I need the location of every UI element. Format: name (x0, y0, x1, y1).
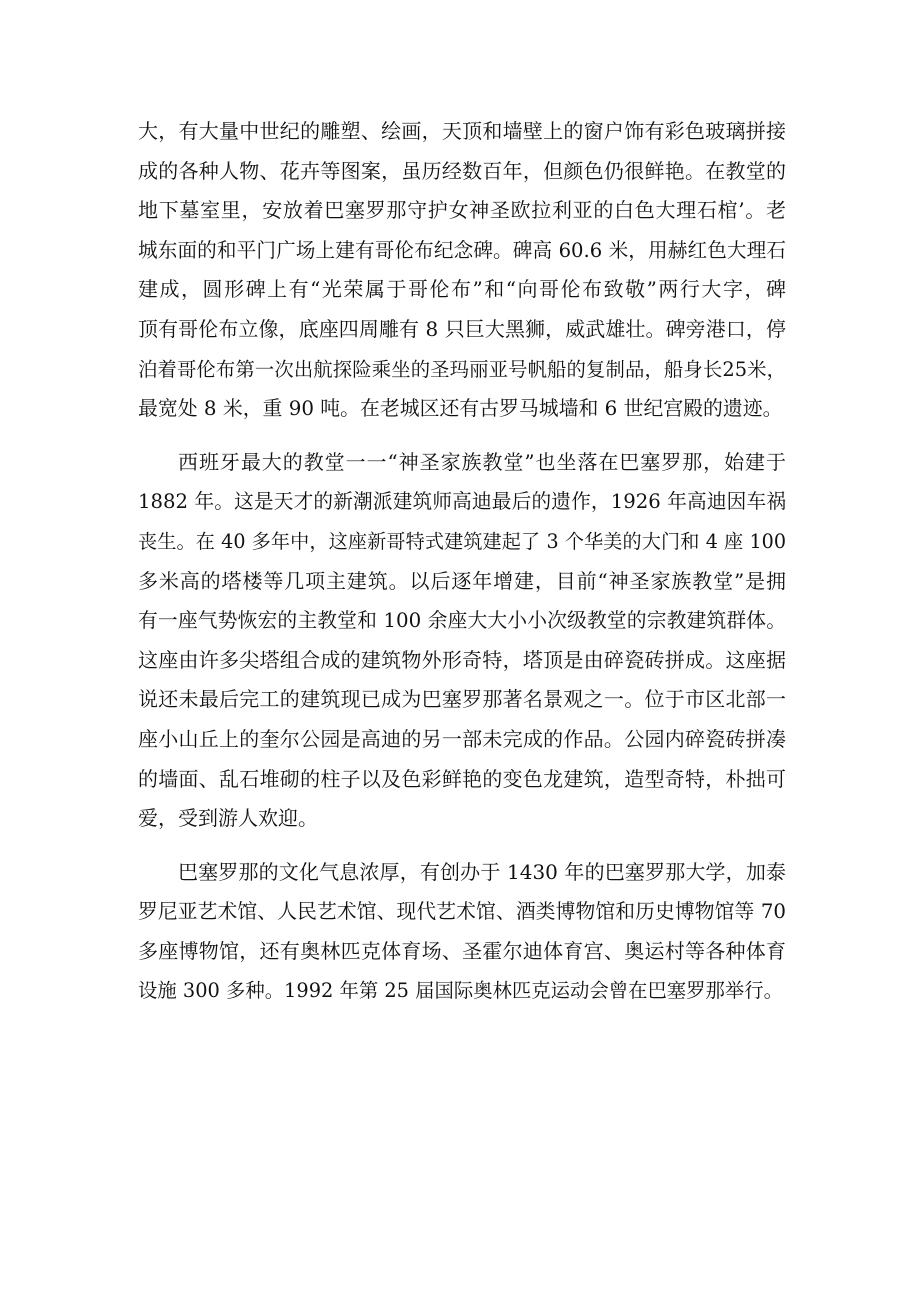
text-line: 多座博物馆，还有奥林匹克体育场、圣霍尔迪体育宫、奥运村等各种体育 (138, 938, 786, 963)
text-line: 这座由许多尖塔组合成的建筑物外形奇特，塔顶是由碎瓷砖拼成。这座据 (138, 647, 786, 672)
text-line: 1882 年。这是天才的新潮派建筑师高迪最后的遗作，1926 年高迪因车祸 (138, 490, 786, 514)
text-line: 大，有大量中世纪的雕塑、绘画，天顶和墙壁上的窗户饰有彩色玻璃拼接 (138, 119, 786, 143)
text-line: 说还未最后完工的建筑现已成为巴塞罗那著名景观之一。位于市区北部一 (138, 687, 786, 712)
text-line: 爱，受到游人欢迎。 (138, 806, 318, 831)
document-page (138, 112, 786, 1011)
text-line: 罗尼亚艺术馆、人民艺术馆、现代艺术馆、酒类博物馆和历史博物馆等 70 (138, 900, 786, 924)
paragraph-3 (138, 853, 786, 1011)
text-line: 多米高的塔楼等几项主建筑。以后逐年增建，目前“神圣家族教堂”是拥 (138, 568, 786, 593)
text-line: 最宽处 8 米，重 90 吨。在老城区还有古罗马城墙和 6 世纪宫殿的遗迹。 (138, 397, 783, 421)
text-line: 建成，圆形碑上有“光荣属于哥伦布”和“向哥伦布致敬”两行大字，碑 (138, 277, 786, 302)
text-line: 丧生。在 40 多年中，这座新哥特式建筑建起了 3 个华美的大门和 4 座 100 (138, 529, 786, 553)
text-line: 座小山丘上的奎尔公园是高迪的另一部未完成的作品。公园内碎瓷砖拼凑 (138, 726, 786, 751)
text-line: 地下墓室里，安放着巴塞罗那守护女神圣欧拉利亚的白色大理石棺’。老 (138, 198, 786, 223)
text-line: 成的各种人物、花卉等图案，虽历经数百年，但颜色仍很鲜艳。在教堂的 (138, 158, 786, 183)
text-line: 巴塞罗那的文化气息浓厚，有创办于 1430 年的巴塞罗那大学，加泰 (178, 859, 786, 884)
text-line: 的墙面、乱石堆砌的柱子以及色彩鲜艳的变色龙建筑，造型奇特，朴拙可 (138, 766, 786, 791)
text-line: 城东面的和平门广场上建有哥伦布纪念碑。碑高 60.6 米，用赫红色大理石 (138, 238, 786, 262)
text-line: 西班牙最大的教堂一一“神圣家族教堂”也坐落在巴塞罗那，始建于 (178, 449, 786, 474)
text-line: 有一座气势恢宏的主教堂和 100 余座大大小小次级教堂的宗教建筑群体。 (138, 609, 786, 633)
text-line: 泊着哥伦布第一次出航探险乘坐的圣玛丽亚号帆船的复制品，船身长25米， (138, 357, 786, 381)
paragraph-1 (138, 112, 786, 429)
text-line: 设施 300 多种。1992 年第 25 届国际奥林匹克运动会曾在巴塞罗那举行。 (138, 979, 783, 1003)
paragraph-2 (138, 443, 786, 839)
text-line: 顶有哥伦布立像，底座四周雕有 8 只巨大黑狮，威武雄壮。碑旁港口，停 (138, 316, 786, 341)
